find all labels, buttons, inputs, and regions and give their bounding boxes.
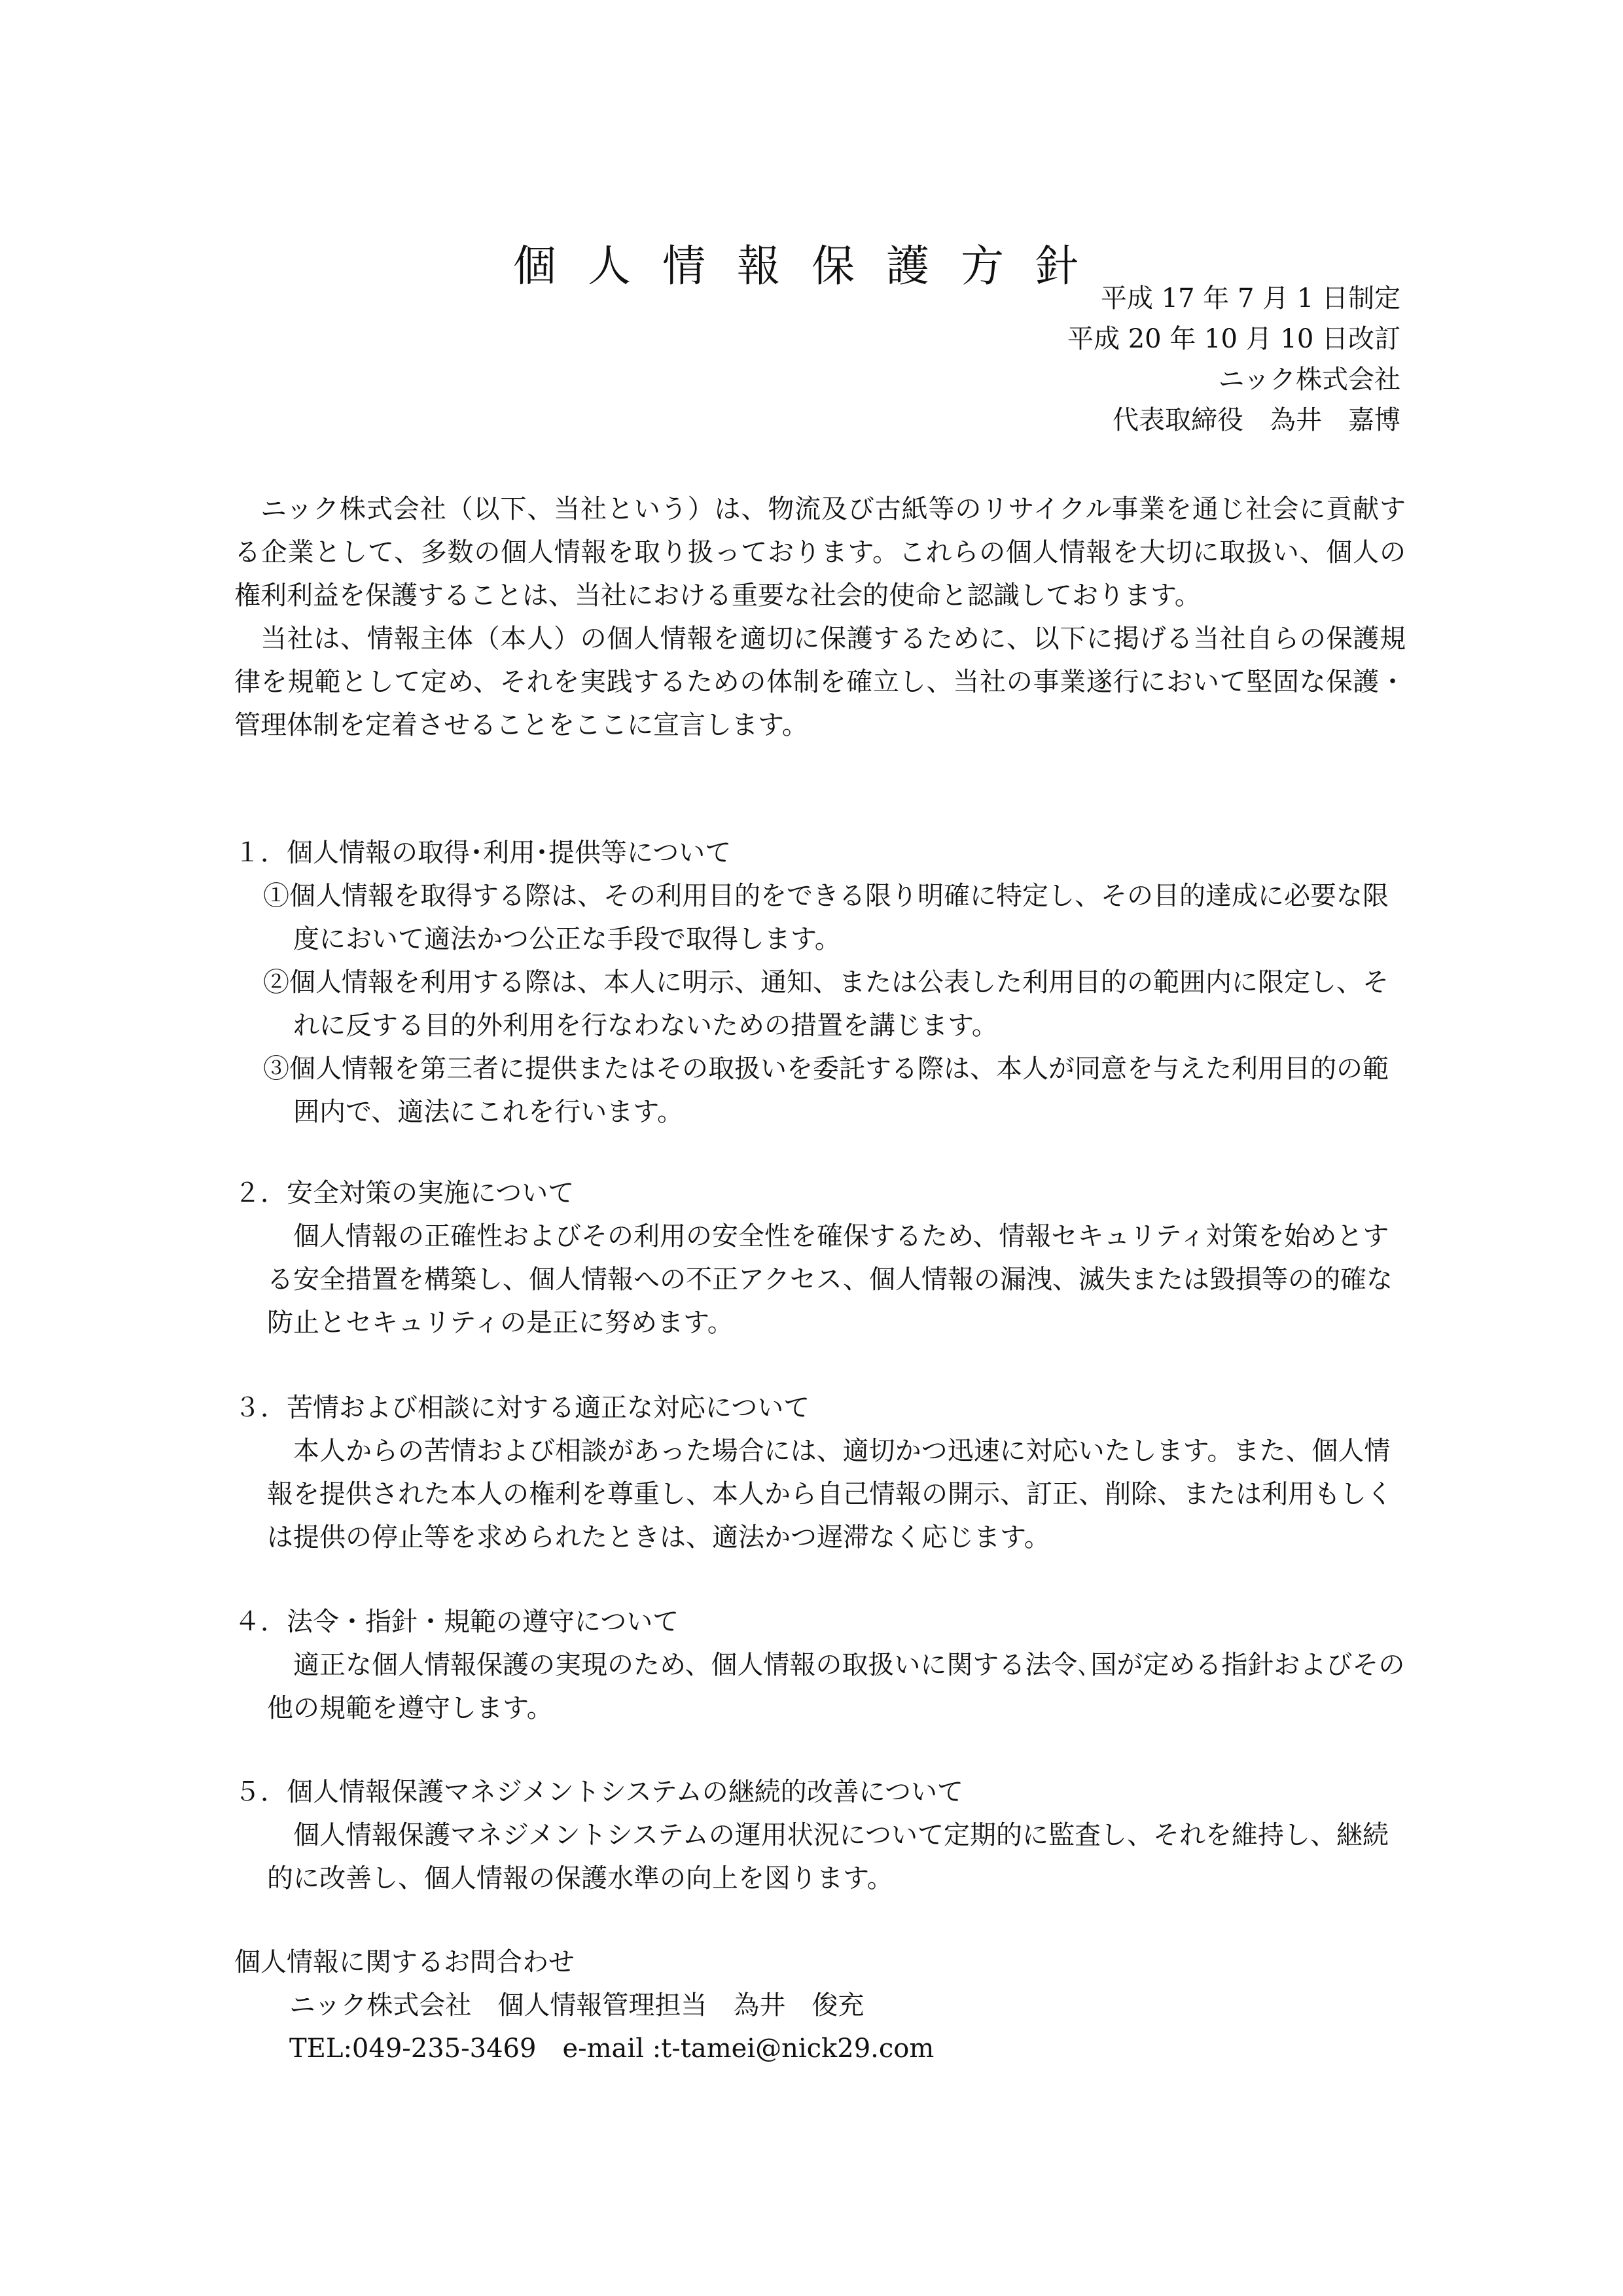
intro-block (234, 488, 1406, 747)
page-title: 個人情報保護方針 (513, 241, 1110, 292)
intro-paragraph-2: 当社は、情報主体（本人）の個人情報を適切に保護するために、以下に掲げる当社自らの保護規律を規範として定め、それを実践するための体制を確立し、当社の事業遂行において堅固な保護・管理体制を定着させることをここに宣言します。 (234, 624, 1406, 740)
section-2-body: 個人情報の正確性およびその利用の安全性を確保するため、情報セキュリティ対策を始めとする安全措置を構築し、個人情報への不正アクセス、個人情報の漏洩、滅失または毀損等の的確な防止とセキュリティの是正に努めます。 (267, 1221, 1393, 1338)
section-1-item-2: ②個人情報を利用する際は、本人に明示、通知、または公表した利用目的の範囲内に限定し、それに反する目的外利用を行なわないための措置を講じます。 (263, 967, 1389, 1041)
section-5-title: ５．個人情報保護マネジメントシステムの継続的改善について (234, 1777, 963, 1807)
section-1-item-1: ①個人情報を取得する際は、その利用目的をできる限り明確に特定し、その目的達成に必要な限度において適法かつ公正な手段で取得します。 (263, 881, 1389, 954)
section-1-title: １．個人情報の取得･利用･提供等について (234, 838, 732, 868)
section-4-title: ４．法令・指針・規範の遵守について (234, 1607, 679, 1637)
section-3-title: ３．苦情および相談に対する適正な対応について (234, 1393, 810, 1423)
section-4-body: 適正な個人情報保護の実現のため、個人情報の取扱いに関する法令､国が定める指針およびその他の規範を遵守します。 (267, 1650, 1405, 1723)
section-1 (234, 831, 1406, 1134)
document-header-info (1067, 278, 1400, 440)
enacted-date: 平成 17 年 7 月 1 日制定 (1100, 283, 1400, 314)
section-4 (234, 1600, 1406, 1730)
representative-name: 代表取締役 為井 嘉博 (1113, 405, 1400, 435)
section-3-body: 本人からの苦情および相談があった場合には、適切かつ迅速に対応いたします。また、個人情報を提供された本人の権利を尊重し、本人から自己情報の開示、訂正、削除、または利用もしくは提供の停止等を求められたときは、適法かつ遅滞なく応じます。 (267, 1436, 1393, 1552)
section-5-body: 個人情報保護マネジメントシステムの運用状況について定期的に監査し、それを維持し、継続的に改善し、個人情報の保護水準の向上を図ります。 (267, 1820, 1389, 1893)
contact-person: ニック株式会社 個人情報管理担当 為井 俊充 (289, 1990, 865, 2020)
intro-paragraph-1: ニック株式会社（以下、当社という）は、物流及び古紙等のリサイクル事業を通じ社会に貢献する企業として、多数の個人情報を取り扱っております。これらの個人情報を大切に取扱い、個人の権利利益を保護することは、当社における重要な社会的使命と認識しております。 (234, 494, 1406, 611)
section-5 (234, 1770, 1406, 1900)
contact-heading: 個人情報に関するお問合わせ (234, 1947, 575, 1977)
section-2 (234, 1172, 1406, 1344)
revised-date: 平成 20 年 10 月 10 日改訂 (1067, 324, 1400, 354)
company-name: ニック株式会社 (1218, 365, 1400, 395)
contact-tel-email: TEL:049-235-3469 e-mail :t-tamei@nick29.com (289, 2034, 935, 2064)
contact-block (234, 1941, 1406, 2070)
section-3 (234, 1386, 1406, 1559)
section-1-item-3: ③個人情報を第三者に提供またはその取扱いを委託する際は、本人が同意を与えた利用目的の範囲内で、適法にこれを行います。 (263, 1054, 1389, 1127)
section-2-title: ２．安全対策の実施について (234, 1178, 575, 1208)
